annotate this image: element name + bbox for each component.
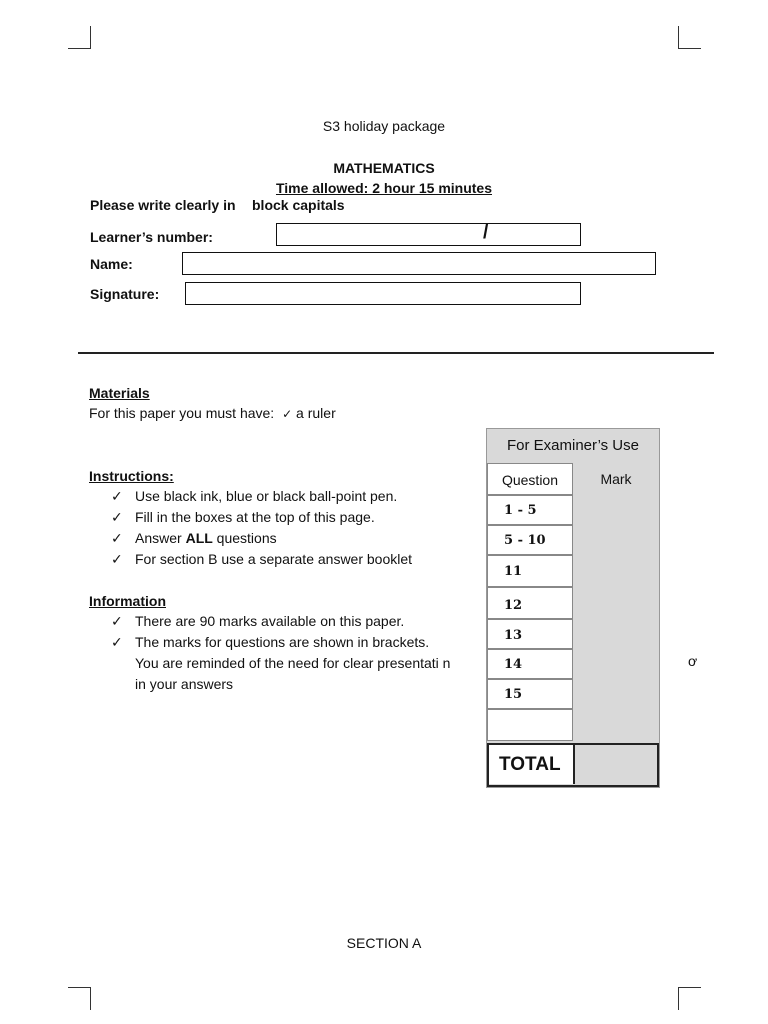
- materials-check-icon: ✓: [282, 407, 293, 421]
- learner-number-field[interactable]: [276, 223, 581, 246]
- name-field[interactable]: [182, 252, 656, 275]
- check-icon: ✓: [111, 613, 123, 629]
- section-divider: [78, 352, 714, 354]
- examiner-table-title: For Examiner’s Use: [507, 437, 639, 454]
- total-row: [487, 743, 659, 787]
- information-heading: Information: [89, 593, 166, 609]
- presentation-note: You are reminded of the need for clear presentati n in your answers: [135, 655, 451, 692]
- question-column-header: Question: [487, 463, 573, 495]
- instructions-section: [89, 466, 469, 570]
- signature-label: Signature:: [90, 286, 160, 302]
- mark-column-header: Mark: [600, 471, 632, 487]
- crop-mark-bottom-right: [678, 987, 701, 1010]
- subject-title: MATHEMATICS: [333, 160, 435, 176]
- total-label: TOTAL: [489, 745, 575, 784]
- crop-mark-top-right: [678, 26, 701, 49]
- question-row-label: 11: [487, 555, 573, 587]
- learner-number-slash: /: [483, 222, 489, 243]
- materials-heading: Materials: [89, 385, 150, 401]
- materials-text-line: [89, 403, 469, 424]
- learner-number-label: Learner’s number:: [90, 229, 213, 245]
- question-row-label: 14: [487, 649, 573, 679]
- information-list: [89, 611, 469, 653]
- examiner-use-table: [486, 428, 660, 788]
- check-icon: ✓: [111, 488, 123, 504]
- question-row-label: [487, 709, 573, 741]
- stray-tick-mark: ơ: [688, 653, 698, 669]
- check-icon: ✓: [111, 530, 123, 546]
- information-section: [89, 591, 469, 695]
- question-row-label: 13: [487, 619, 573, 649]
- question-row-label: 5 - 10: [487, 525, 573, 555]
- write-clearly-label: Please write clearly in: [90, 197, 236, 213]
- instruction-item: ✓ Fill in the boxes at the top of this page.: [89, 507, 469, 528]
- crop-mark-top-left: [68, 26, 91, 49]
- section-a-label: SECTION A: [346, 935, 422, 951]
- instructions-list: [89, 486, 469, 570]
- check-icon: ✓: [111, 509, 123, 525]
- check-icon: ✓: [111, 551, 123, 567]
- instructions-heading: Instructions:: [89, 468, 174, 484]
- question-row-label: 1 - 5: [487, 495, 573, 525]
- time-allowed: Time allowed: 2 hour 15 minutes: [275, 180, 492, 196]
- check-icon: ✓: [111, 634, 123, 650]
- signature-field[interactable]: [185, 282, 581, 305]
- question-row-label: 15: [487, 679, 573, 709]
- crop-mark-bottom-left: [68, 987, 91, 1010]
- information-item: ✓ The marks for questions are shown in brackets.: [89, 632, 469, 653]
- materials-item: a ruler: [296, 405, 336, 421]
- document-subtitle: S3 holiday package: [322, 118, 446, 134]
- materials-text: For this paper you must have:: [89, 405, 275, 421]
- block-capitals-label: block capitals: [252, 197, 345, 213]
- instruction-item: ✓ Answer ALL questions: [89, 528, 469, 549]
- materials-section: [89, 383, 469, 424]
- question-row-label: 12: [487, 587, 573, 619]
- name-label: Name:: [90, 256, 133, 272]
- instruction-item: ✓ Use black ink, blue or black ball-point pen.: [89, 486, 469, 507]
- information-item: ✓ There are 90 marks available on this paper.: [89, 611, 469, 632]
- instruction-item: ✓ For section B use a separate answer booklet: [89, 549, 469, 570]
